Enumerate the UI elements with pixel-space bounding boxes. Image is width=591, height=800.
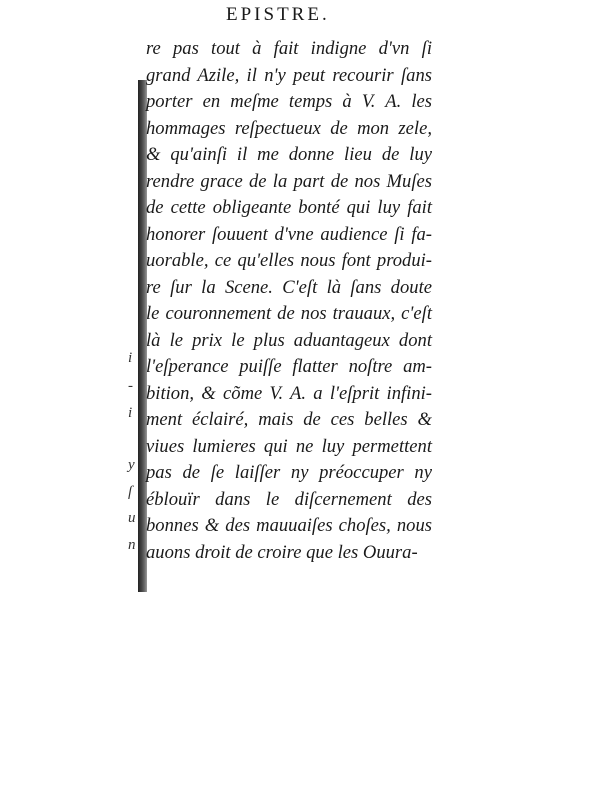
margin-fragment: i: [128, 350, 133, 366]
text-line: pas de ſe laiſſer ny préoccuper ny: [146, 462, 432, 483]
margin-fragment: -: [128, 378, 133, 394]
margin-fragment: n: [128, 537, 136, 553]
text-line: viues lumieres qui ne luy permettent: [146, 435, 432, 457]
margin-fragment: ſ: [128, 484, 133, 500]
text-line: l'eſperance puiſſe flatter noſtre am-: [146, 356, 432, 377]
text-line: re pas tout à fait indigne d'vn ſi: [146, 38, 432, 59]
text-line: rendre grace de la part de nos Muſes: [146, 170, 432, 192]
margin-fragment: u: [128, 510, 136, 526]
margin-fragment: y: [128, 457, 135, 473]
text-line: auons droit de croire que les Ouura-: [146, 541, 418, 563]
text-line: re ſur la Scene. C'eſt là ſans doute: [146, 276, 432, 298]
text-line: bition, & cõme V. A. a l'eſprit infini-: [146, 382, 432, 404]
text-line: le couronnement de nos trauaux, c'eſt: [146, 303, 432, 324]
text-line: grand Azile, il n'y peut recourir ſans: [146, 64, 432, 86]
text-line: bonnes & des mauuaiſes choſes, nous: [146, 515, 432, 536]
text-line: ment éclairé, mais de ces belles &: [146, 409, 432, 430]
text-line: porter en meſme temps à V. A. les: [146, 91, 432, 112]
text-line: de cette obligeante bonté qui luy fait: [146, 197, 432, 218]
text-line: uorable, ce qu'elles nous font produi-: [146, 250, 432, 271]
body-text: [146, 36, 432, 566]
text-line: hommages reſpectueux de mon zele,: [146, 117, 432, 139]
running-head: EPISTRE.: [226, 4, 330, 25]
text-line: honorer ſouuent d'vne audience ſi fa-: [146, 223, 432, 245]
text-line: & qu'ainſi il me donne lieu de luy: [146, 144, 432, 165]
text-line: là le prix le plus aduantageux dont: [146, 329, 432, 351]
margin-fragment: i: [128, 405, 133, 421]
text-line: éblouïr dans le diſcernement des: [146, 488, 432, 510]
